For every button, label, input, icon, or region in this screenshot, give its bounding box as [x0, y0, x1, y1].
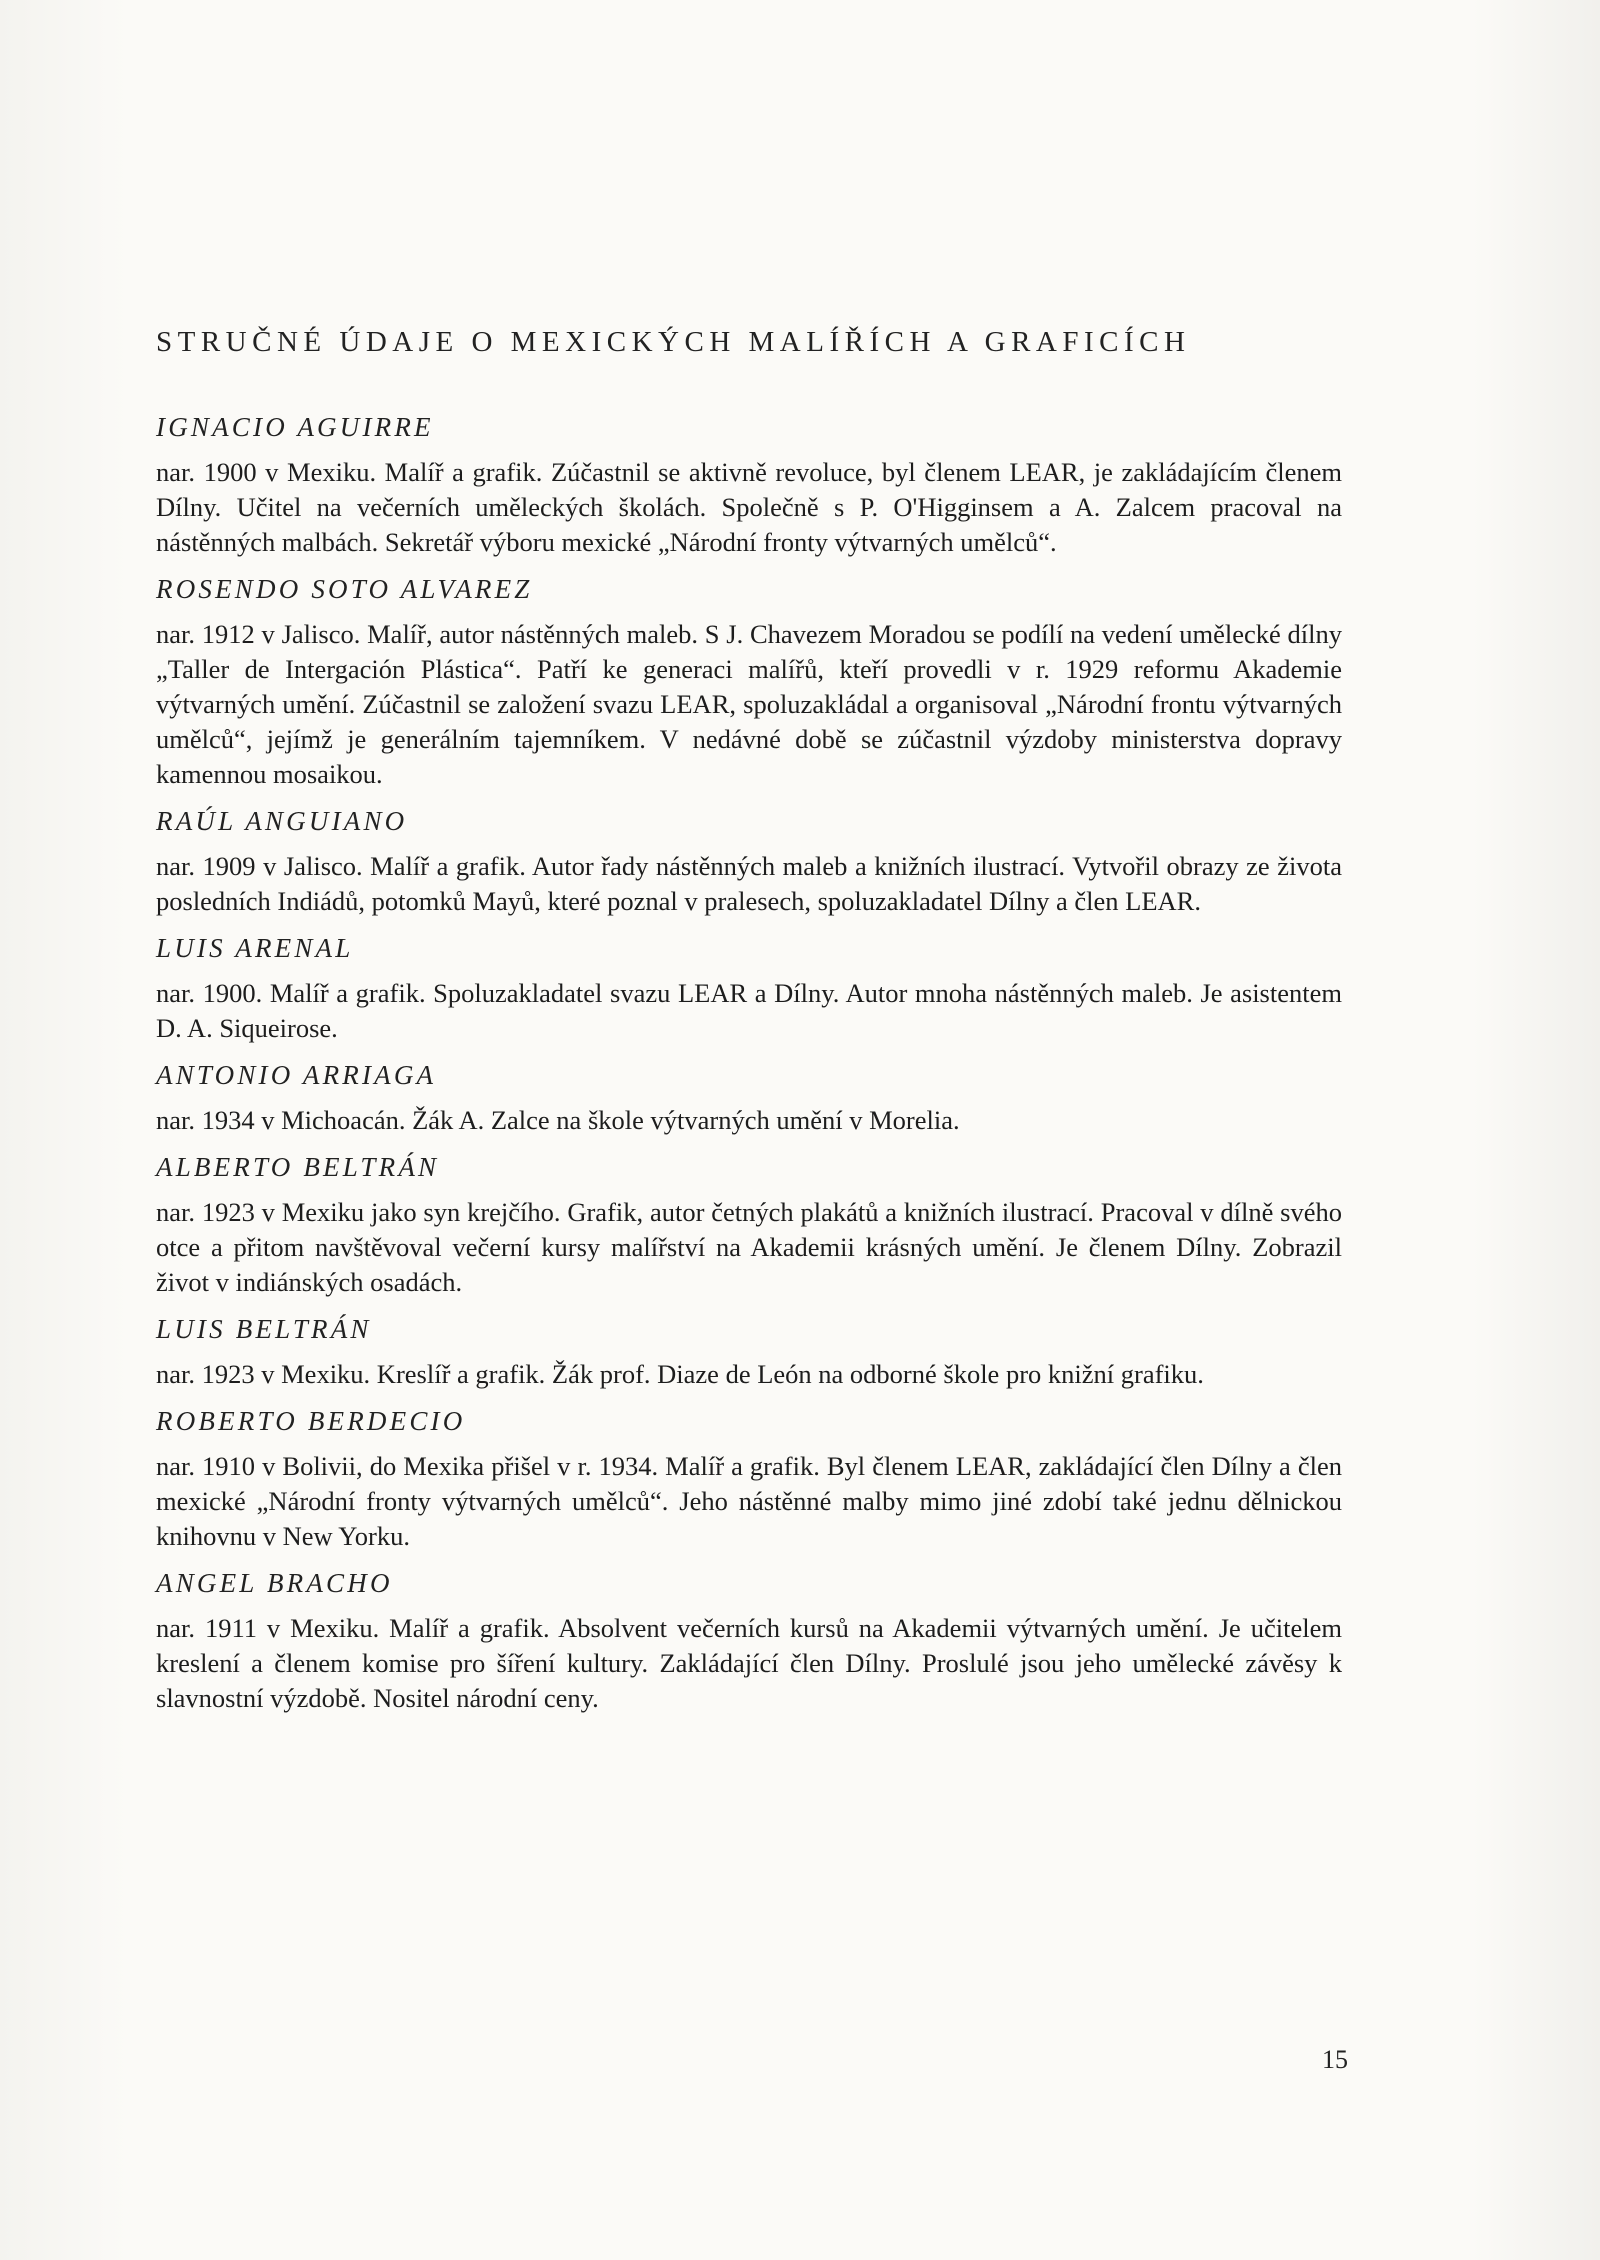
- page-heading: STRUČNÉ ÚDAJE O MEXICKÝCH MALÍŘÍCH A GRAFICÍCH: [156, 326, 1191, 358]
- artist-name: LUIS ARENAL: [156, 933, 354, 963]
- artist-entry: [156, 570, 1342, 792]
- artist-bio: nar. 1900 v Mexiku. Malíř a grafik. Zúčastnil se aktivně revoluce, byl členem LEAR, je zakládajícím členem Dílny. Učitel na večerních uměleckých školách. Společně s P. O'Higginsem a A. Zalcem pracoval na nástěnných malbách. Sekretář výboru mexické „Národní fronty výtvarných umělců“.: [156, 457, 1342, 557]
- artist-list: [156, 408, 1342, 1726]
- artist-entry: [156, 1056, 1342, 1138]
- artist-bio: nar. 1911 v Mexiku. Malíř a grafik. Absolvent večerních kursů na Akademii výtvarných umění. Je učitelem kreslení a členem komise pro šíření kultury. Zakládající člen Dílny. Proslulé jsou jeho umělecké závěsy k slavnostní výzdobě. Nositel národní ceny.: [156, 1613, 1342, 1713]
- artist-entry: [156, 929, 1342, 1046]
- artist-name: RAÚL ANGUIANO: [156, 806, 408, 836]
- artist-bio: nar. 1910 v Bolivii, do Mexika přišel v r. 1934. Malíř a grafik. Byl členem LEAR, zakládající člen Dílny a člen mexické „Národní fronty výtvarných umělců“. Jeho nástěnné malby mimo jiné zdobí také jednu dělnickou knihovnu v New Yorku.: [156, 1451, 1342, 1551]
- page-number: 15: [1322, 2045, 1348, 2074]
- artist-entry: [156, 408, 1342, 560]
- artist-name: ANGEL BRACHO: [156, 1568, 393, 1598]
- artist-bio: nar. 1923 v Mexiku jako syn krejčího. Grafik, autor četných plakátů a knižních ilustrací. Pracoval v dílně svého otce a přitom navštěvoval večerní kursy malířství na Akademii krásných umění. Je členem Dílny. Zobrazil život v indiánských osadách.: [156, 1197, 1342, 1297]
- artist-entry: [156, 1564, 1342, 1716]
- artist-bio: nar. 1912 v Jalisco. Malíř, autor nástěnných maleb. S J. Chavezem Moradou se podílí na vedení umělecké dílny „Taller de Intergación Plástica“. Patří ke generaci malířů, kteří provedli v r. 1929 reformu Akademie výtvarných umění. Zúčastnil se založení svazu LEAR, spoluzakládal a organisoval „Národní frontu výtvarných umělců“, jejímž je generálním tajemníkem. V nedávné době se zúčastnil výzdoby ministerstva dopravy kamennou mosaikou.: [156, 619, 1342, 789]
- artist-bio: nar. 1934 v Michoacán. Žák A. Zalce na škole výtvarných umění v Morelia.: [156, 1105, 960, 1135]
- artist-bio: nar. 1909 v Jalisco. Malíř a grafik. Autor řady nástěnných maleb a knižních ilustrací. Vytvořil obrazy ze života posledních Indiádů, potomků Mayů, které poznal v pralesech, spoluzakladatel Dílny a člen LEAR.: [156, 851, 1342, 916]
- artist-entry: [156, 1402, 1342, 1554]
- artist-entry: [156, 802, 1342, 919]
- artist-bio: nar. 1900. Malíř a grafik. Spoluzakladatel svazu LEAR a Dílny. Autor mnoha nástěnných maleb. Je asistentem D. A. Siqueirose.: [156, 978, 1342, 1043]
- artist-name: ROBERTO BERDECIO: [156, 1406, 466, 1436]
- artist-entry: [156, 1148, 1342, 1300]
- artist-bio: nar. 1923 v Mexiku. Kreslíř a grafik. Žák prof. Diaze de León na odborné škole pro knižní grafiku.: [156, 1359, 1204, 1389]
- artist-name: LUIS BELTRÁN: [156, 1314, 372, 1344]
- artist-name: ROSENDO SOTO ALVAREZ: [156, 574, 533, 604]
- artist-name: IGNACIO AGUIRRE: [156, 412, 434, 442]
- artist-name: ALBERTO BELTRÁN: [156, 1152, 440, 1182]
- artist-entry: [156, 1310, 1342, 1392]
- artist-name: ANTONIO ARRIAGA: [156, 1060, 437, 1090]
